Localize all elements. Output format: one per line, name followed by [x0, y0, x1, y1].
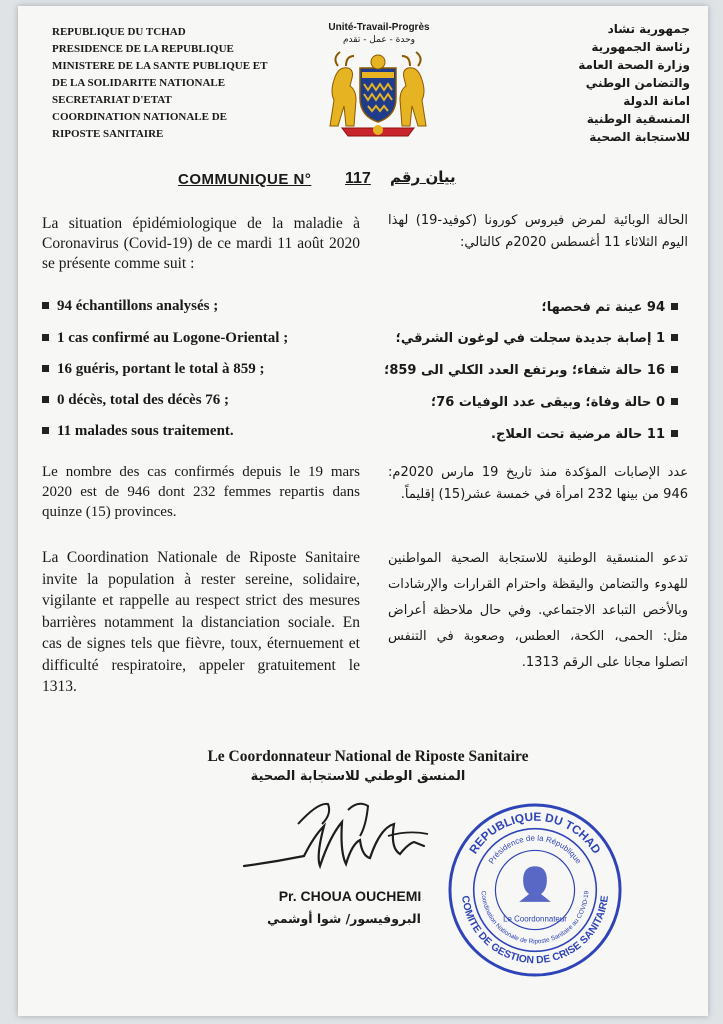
header-line: REPUBLIQUE DU TCHAD	[52, 26, 186, 38]
header-line: المنسقية الوطنية	[586, 112, 690, 126]
bullet-text: 1 إصابة جديدة سجلت في لوغون الشرقي؛	[395, 331, 665, 346]
bullet-text: 1 cas confirmé au Logone-Oriental ;	[57, 330, 289, 346]
header-line: RIPOSTE SANITAIRE	[52, 128, 164, 140]
bullet-icon	[671, 430, 678, 437]
signatory-title-french: Le Coordonnateur National de Riposte Sanitaire	[207, 748, 529, 765]
bullet-item-arabic	[431, 394, 678, 412]
communique-title-arabic: بيان رقم	[390, 168, 456, 186]
bullet-icon	[42, 427, 49, 434]
header-line: جمهورية تشاد	[607, 22, 690, 36]
bullet-text: 0 décès, total des décès 76 ;	[57, 392, 230, 408]
svg-text:REPUBLIQUE DU TCHAD: REPUBLIQUE DU TCHAD	[466, 809, 604, 857]
bullet-icon	[42, 365, 49, 372]
bullet-item-arabic	[384, 362, 678, 380]
bullet-icon	[671, 366, 678, 373]
bullet-item-arabic	[491, 426, 678, 444]
header-line: امانة الدولة	[623, 94, 690, 108]
header-line: MINISTERE DE LA SANTE PUBLIQUE ET	[52, 60, 268, 72]
header-line: رئاسة الجمهورية	[591, 40, 690, 54]
signatory-title-arabic: المنسق الوطني للاستجابة الصحية	[250, 769, 466, 784]
header-line: COORDINATION NATIONALE DE	[52, 111, 228, 123]
bullet-text: 16 guéris, portant le total à 859 ;	[57, 361, 265, 377]
cumulative-arabic: عدد الإصابات المؤكدة منذ تاريخ 19 مارس 2020م: 946 من بينها 232 امرأة في خمسة عشر(15) إقليماً.	[388, 465, 688, 502]
bullet-item-french	[42, 329, 288, 347]
header-french	[52, 24, 272, 143]
header-arabic	[530, 20, 690, 146]
communique-page	[18, 6, 708, 1016]
communique-title-french: COMMUNIQUE N°	[178, 171, 312, 188]
bullet-icon	[42, 334, 49, 341]
intro-french: La situation épidémiologique de la maladie à Coronavirus (Covid-19) de ce mardi 11 août 2020 se présente comme suit :	[42, 215, 360, 272]
bullet-item-french	[42, 297, 218, 315]
coat-of-arms-icon	[324, 50, 432, 142]
header-line: SECRETARIAT D'ETAT	[52, 94, 172, 106]
communique-number: 117	[345, 170, 371, 187]
motto	[314, 22, 444, 46]
header-line: وزارة الصحة العامة	[578, 58, 690, 72]
header-line: PRESIDENCE DE LA REPUBLIQUE	[52, 43, 234, 55]
signatory-name-arabic: البروفيسور/ شوا أوشمي	[267, 911, 421, 926]
motto-arabic: وحدة - عمل - تقدم	[342, 35, 416, 45]
motto-french: Unité-Travail-Progrès	[328, 22, 430, 33]
bullet-item-arabic	[542, 299, 678, 317]
signatory-name-french: Pr. CHOUA OUCHEMI	[278, 888, 422, 904]
bullet-text: 94 échantillons analysés ;	[57, 298, 219, 314]
official-stamp	[446, 801, 624, 979]
bullet-icon	[671, 398, 678, 405]
header-line: والتضامن الوطني	[585, 76, 690, 90]
svg-text:Présidence de la République: Présidence de la République	[486, 833, 584, 866]
handwritten-signature	[238, 796, 468, 886]
bullet-item-french	[42, 391, 229, 409]
bullet-text: 11 حالة مرضية تحت العلاج.	[491, 427, 665, 442]
header-line: للاستجابة الصحية	[589, 130, 690, 144]
bullet-item-french	[42, 422, 234, 440]
bullet-text: 11 malades sous traitement.	[57, 423, 234, 439]
bullet-icon	[42, 302, 49, 309]
appeal-french: La Coordination Nationale de Riposte Sanitaire invite la population à rester sereine, solidaire, vigilante et rappelle au respect strict des mesures barrières notamment la distanciation sociale. En cas de signes tels que fièvre, toux, éternuement et difficulté respiratoire, appeler gratuitement le 1313.	[42, 549, 360, 695]
bullet-text: 0 حالة وفاة؛ وبيقى عدد الوفيات 76؛	[431, 395, 665, 410]
cumulative-french: Le nombre des cas confirmés depuis le 19 mars 2020 est de 946 dont 232 femmes repartis dans quinze (15) provinces.	[42, 464, 360, 520]
bullet-icon	[42, 396, 49, 403]
svg-text:Coordination Nationale de Ripo: Coordination Nationale de Riposte Sanitaire au COVID-19	[479, 890, 591, 946]
bullet-item-french	[42, 360, 264, 378]
bullet-icon	[671, 303, 678, 310]
bullet-item-arabic	[396, 330, 678, 348]
svg-text:Le Coordonnateur: Le Coordonnateur	[503, 914, 567, 924]
bullet-icon	[671, 334, 678, 341]
appeal-arabic: تدعو المنسقية الوطنية للاستجابة الصحية المواطنين للهدوء والتضامن واليقظة واحترام القرارات والإرشادات وبالأخص التباعد الاجتماعي. وفي حال ملاحظة أعراض مثل: الحمى، الكحة، العطس، وصعوبة في التنفس اتصلوا مجانا على الرقم 1313.	[388, 551, 688, 670]
bullet-text: 16 حالة شفاء؛ وبرتفع العدد الكلي الى 859؛	[384, 363, 665, 378]
header-line: DE LA SOLIDARITE NATIONALE	[52, 77, 226, 89]
intro-arabic: الحالة الوبائية لمرض فيروس كورونا (كوفيد-19) لهذا اليوم الثلاثاء 11 أغسطس 2020م كالتالي:	[388, 213, 689, 250]
svg-text:COMITE DE GESTION DE CRISE SAN: COMITE DE GESTION DE CRISE SANITAIRE	[459, 894, 611, 967]
bullet-text: 94 عينة تم فحصها؛	[541, 300, 665, 315]
